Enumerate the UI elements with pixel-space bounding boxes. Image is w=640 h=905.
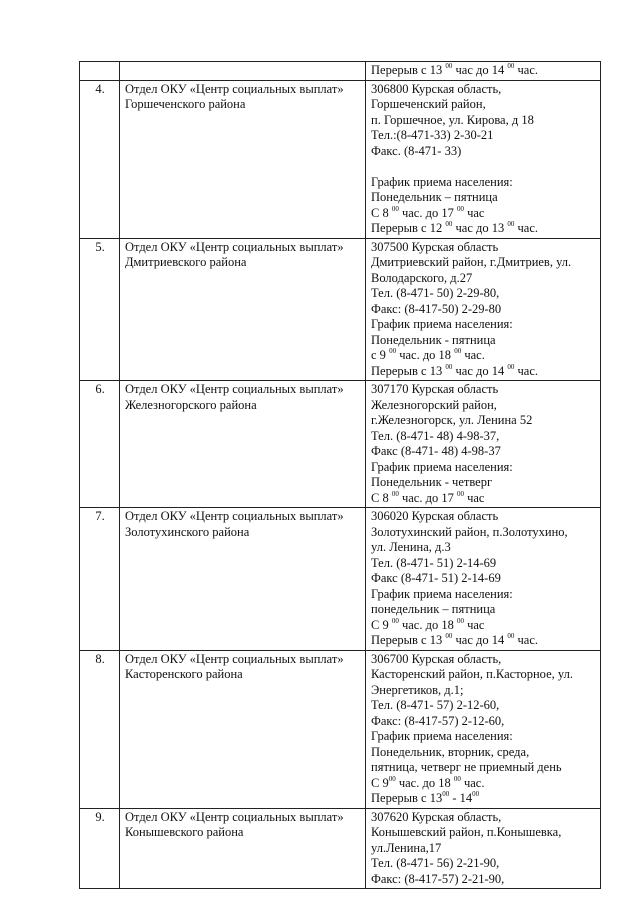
info-line: Факс (8-471- 51) 2-14-69 <box>371 571 501 585</box>
org-line: Касторенского района <box>125 667 243 681</box>
info-line: С $9^{00}$ час. до 18 $^{00}$ час. <box>371 774 485 790</box>
info-line: пятница, четверг не приемный день <box>371 760 562 774</box>
info-line: понедельник – пятница <box>371 602 496 616</box>
info-line: Энергетиков, д.1; <box>371 682 464 697</box>
info-line: Понедельник, вторник, среда, <box>371 744 530 759</box>
info-line: Понедельник – пятница <box>371 190 498 204</box>
info-line: Тел. (8-471- 51) 2-14-69 <box>371 555 497 570</box>
superscript-minutes: 00 <box>445 632 453 640</box>
info-line: С 8 $^{00}$ час. до 17 $^{00}$ час <box>371 489 485 505</box>
number-cell: 6. <box>80 381 120 508</box>
info-line: ул.Ленина,17 <box>371 840 442 855</box>
superscript-minutes: 00 <box>391 489 399 498</box>
superscript-minutes: 00 <box>388 774 396 783</box>
number-cell: 9. <box>80 808 120 889</box>
info-line: 307620 Курская область, <box>371 809 502 824</box>
superscript-minutes: 00 <box>445 62 453 70</box>
info-line <box>371 159 596 175</box>
org-cell <box>120 80 366 238</box>
info-line: Золотухинский район, п.Золотухино, <box>371 524 568 539</box>
info-cell <box>366 381 601 508</box>
info-line: 306700 Курская область, <box>371 651 502 666</box>
info-line: п. Горшечное, ул. Кирова, д 18 <box>371 112 534 127</box>
info-line: Перерыв с 13 $^{00}$ час до 14 $^{00}$ час. <box>371 632 538 647</box>
table-row <box>80 80 601 238</box>
info-line: Конышевский район, п.Конышевка, <box>371 825 562 839</box>
superscript-minutes: 00 <box>442 790 450 798</box>
info-line: График приема населения: <box>371 317 513 331</box>
number-cell: 4. <box>80 80 120 238</box>
info-cell <box>366 650 601 808</box>
superscript-minutes: 00 <box>453 774 461 783</box>
info-line: Володарского, д.27 <box>371 270 473 285</box>
superscript-minutes: 00 <box>456 204 464 213</box>
info-line: Перерыв с 12 $^{00}$ час до 13 $^{00}$ час. <box>371 220 538 235</box>
number-cell: 8. <box>80 650 120 808</box>
superscript-minutes: 00 <box>454 347 462 355</box>
table-row <box>80 650 601 808</box>
org-line: Отдел ОКУ «Центр социальных выплат» <box>125 509 344 523</box>
info-line: Тел. (8-471- 50) 2-29-80, <box>371 286 500 300</box>
info-cell <box>366 508 601 651</box>
info-line: Касторенский район, п.Касторное, ул. <box>371 667 573 681</box>
superscript-minutes: 00 <box>472 790 480 798</box>
org-line: Дмитриевского района <box>125 255 247 269</box>
org-line: Отдел ОКУ «Центр социальных выплат» <box>125 239 344 254</box>
org-line: Отдел ОКУ «Центр социальных выплат» <box>125 651 344 666</box>
info-line: 306020 Курская область <box>371 509 499 523</box>
info-line: Тел. (8-471- 48) 4-98-37, <box>371 428 500 443</box>
info-line: Понедельник - пятница <box>371 332 496 347</box>
org-cell <box>120 808 366 889</box>
info-cell <box>366 808 601 889</box>
number-cell <box>80 62 120 81</box>
info-line: 307500 Курская область <box>371 239 499 254</box>
info-line: С 8 $^{00}$ час. до 17 $^{00}$ час <box>371 204 485 220</box>
info-line: Перерыв с 13 $^{00}$ час до 14 $^{00}$ час. <box>371 362 538 378</box>
offices-table <box>79 61 601 889</box>
org-line: Золотухинского района <box>125 524 250 539</box>
table-row <box>80 808 601 889</box>
number-cell: 7. <box>80 508 120 651</box>
org-cell <box>120 62 366 81</box>
info-line: Дмитриевский район, г.Дмитриев, ул. <box>371 255 572 269</box>
superscript-minutes: 00 <box>389 347 397 355</box>
info-line: График приема населения: <box>371 586 513 601</box>
info-line: Тел.:(8-471-33) 2-30-21 <box>371 128 494 142</box>
superscript-minutes: 00 <box>391 616 399 625</box>
org-cell <box>120 381 366 508</box>
superscript-minutes: 00 <box>507 632 515 640</box>
info-line: г.Железногорск, ул. Ленина 52 <box>371 413 533 427</box>
info-line: Горшеченский район, <box>371 97 486 111</box>
superscript-minutes: 00 <box>445 362 453 371</box>
info-line: График приема населения: <box>371 459 513 474</box>
offices-table-body <box>80 62 601 889</box>
info-line: Понедельник - четверг <box>371 475 493 489</box>
info-line: Перерыв с $13^{00} - 14^{00}$ <box>371 790 480 805</box>
info-cell <box>366 80 601 238</box>
org-line: Отдел ОКУ «Центр социальных выплат» <box>125 382 344 396</box>
info-line: С 9 $^{00}$ час. до 18 $^{00}$ час <box>371 616 485 632</box>
info-line: Факс: (8-417-57) 2-21-90, <box>371 871 505 886</box>
info-line: с 9 $^{00}$ час. до 18 $^{00}$ час. <box>371 347 485 362</box>
org-cell <box>120 650 366 808</box>
superscript-minutes: 00 <box>456 489 464 498</box>
info-line: Факс: (8-417-57) 2-12-60, <box>371 713 505 728</box>
info-line: Тел. (8-471- 57) 2-12-60, <box>371 698 500 712</box>
number-cell: 5. <box>80 238 120 381</box>
table-row <box>80 508 601 651</box>
info-cell <box>366 238 601 381</box>
info-cell <box>366 62 601 81</box>
org-line: Горшеченского района <box>125 97 246 111</box>
org-line: Отдел ОКУ «Центр социальных выплат» <box>125 809 344 824</box>
table-row <box>80 381 601 508</box>
info-line: График приема населения: <box>371 729 513 743</box>
table-row <box>80 238 601 381</box>
org-cell <box>120 508 366 651</box>
info-line: 306800 Курская область, <box>371 81 502 96</box>
superscript-minutes: 00 <box>507 62 515 70</box>
info-line: Тел. (8-471- 56) 2-21-90, <box>371 856 500 870</box>
org-line: Железногорского района <box>125 397 257 412</box>
org-cell <box>120 238 366 381</box>
info-line: ул. Ленина, д.3 <box>371 540 451 554</box>
info-line: Железногорский район, <box>371 397 497 412</box>
info-line: Факс. (8-471- 33) <box>371 143 462 158</box>
info-line: Факс (8-471- 48) 4-98-37 <box>371 444 501 458</box>
superscript-minutes: 00 <box>507 362 515 371</box>
info-line: 307170 Курская область <box>371 382 499 396</box>
org-line: Отдел ОКУ «Центр социальных выплат» <box>125 81 344 96</box>
superscript-minutes: 00 <box>391 204 399 213</box>
superscript-minutes: 00 <box>445 220 453 228</box>
superscript-minutes: 00 <box>456 616 464 625</box>
info-line: График приема населения: <box>371 174 513 189</box>
info-line: Факс: (8-417-50) 2-29-80 <box>371 301 502 316</box>
table-row-continuation <box>80 62 601 81</box>
org-line: Конышевского района <box>125 825 244 839</box>
info-line: Перерыв с 13 $^{00}$ час до 14 $^{00}$ час. <box>371 62 538 77</box>
superscript-minutes: 00 <box>507 220 515 228</box>
